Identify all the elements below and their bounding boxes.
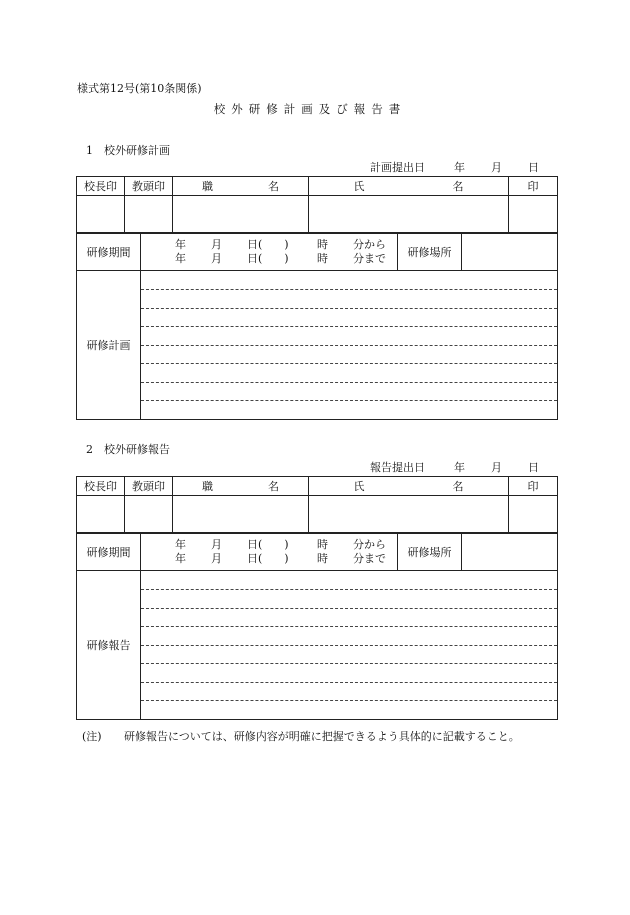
report-date-year: 年 xyxy=(454,461,465,474)
report-date-month: 月 xyxy=(491,461,502,474)
ruled-line xyxy=(141,626,557,627)
ruled-line xyxy=(141,589,557,590)
name-field[interactable] xyxy=(309,196,509,233)
plan-body-table xyxy=(76,270,558,420)
ruled-line xyxy=(141,289,557,290)
seal-field[interactable] xyxy=(509,496,558,533)
position-header: 職 名 xyxy=(173,177,309,196)
report-date-day: 日 xyxy=(528,461,539,474)
plan-body-label: 研修計画 xyxy=(77,271,141,420)
note-text: 研修報告については、研修内容が明確に把握できるよう具体的に記載すること。 xyxy=(124,730,520,743)
ruled-line xyxy=(141,700,557,701)
plan-place-field[interactable] xyxy=(462,234,558,271)
report-period-table xyxy=(76,533,558,571)
seal-field[interactable] xyxy=(509,196,558,233)
ruled-line xyxy=(141,363,557,364)
name-field[interactable] xyxy=(309,496,509,533)
report-form-table xyxy=(76,476,558,533)
plan-period-table xyxy=(76,233,558,271)
seal-header: 印 xyxy=(509,477,558,496)
plan-period-to: 年 月 日( ) 時 分まで xyxy=(175,252,386,265)
vice-principal-seal-field[interactable] xyxy=(125,496,173,533)
report-period-from: 年 月 日( ) 時 分から xyxy=(175,538,386,551)
ruled-line xyxy=(141,608,557,609)
report-period-to: 年 月 日( ) 時 分まで xyxy=(175,552,386,565)
section-1-heading xyxy=(86,145,170,156)
principal-seal-header: 校長印 xyxy=(77,477,125,496)
note-label: (注) xyxy=(82,730,102,743)
report-body-label: 研修報告 xyxy=(77,571,141,720)
ruled-line xyxy=(141,308,557,309)
position-field[interactable] xyxy=(173,196,309,233)
form-number: 様式第12号(第10条関係) xyxy=(77,82,202,95)
plan-body-field[interactable] xyxy=(141,271,558,420)
plan-period-label: 研修期間 xyxy=(77,234,141,271)
plan-period-from: 年 月 日( ) 時 分から xyxy=(175,238,386,251)
position-header: 職 名 xyxy=(173,477,309,496)
section-2-title: 校外研修報告 xyxy=(104,443,170,456)
name-header: 氏 名 xyxy=(309,477,509,496)
plan-date-month: 月 xyxy=(491,161,502,174)
document-title: 校外研修計画及び報告書 xyxy=(213,102,407,116)
report-submission-date xyxy=(370,462,539,473)
plan-submission-date xyxy=(370,162,539,173)
footnote xyxy=(82,731,520,742)
report-period-field[interactable] xyxy=(141,534,398,571)
principal-seal-header: 校長印 xyxy=(77,177,125,196)
plan-date-label: 計画提出日 xyxy=(370,161,425,174)
position-field[interactable] xyxy=(173,496,309,533)
principal-seal-field[interactable] xyxy=(77,196,125,233)
plan-date-year: 年 xyxy=(454,161,465,174)
section-2-number: 2 xyxy=(86,443,93,456)
report-body-table xyxy=(76,570,558,720)
vice-principal-seal-header: 教頭印 xyxy=(125,177,173,196)
report-place-field[interactable] xyxy=(462,534,558,571)
section-1-number: 1 xyxy=(86,144,93,157)
vice-principal-seal-field[interactable] xyxy=(125,196,173,233)
ruled-line xyxy=(141,345,557,346)
report-date-label: 報告提出日 xyxy=(370,461,425,474)
ruled-line xyxy=(141,663,557,664)
ruled-line xyxy=(141,682,557,683)
seal-header: 印 xyxy=(509,177,558,196)
ruled-line xyxy=(141,382,557,383)
plan-date-day: 日 xyxy=(528,161,539,174)
section-1-title: 校外研修計画 xyxy=(104,144,170,157)
ruled-line xyxy=(141,400,557,401)
plan-place-label: 研修場所 xyxy=(398,234,462,271)
ruled-line xyxy=(141,645,557,646)
name-header: 氏 名 xyxy=(309,177,509,196)
vice-principal-seal-header: 教頭印 xyxy=(125,477,173,496)
report-period-label: 研修期間 xyxy=(77,534,141,571)
plan-form-table xyxy=(76,176,558,233)
report-body-field[interactable] xyxy=(141,571,558,720)
report-place-label: 研修場所 xyxy=(398,534,462,571)
ruled-line xyxy=(141,326,557,327)
plan-period-field[interactable] xyxy=(141,234,398,271)
section-2-heading xyxy=(86,444,170,455)
principal-seal-field[interactable] xyxy=(77,496,125,533)
